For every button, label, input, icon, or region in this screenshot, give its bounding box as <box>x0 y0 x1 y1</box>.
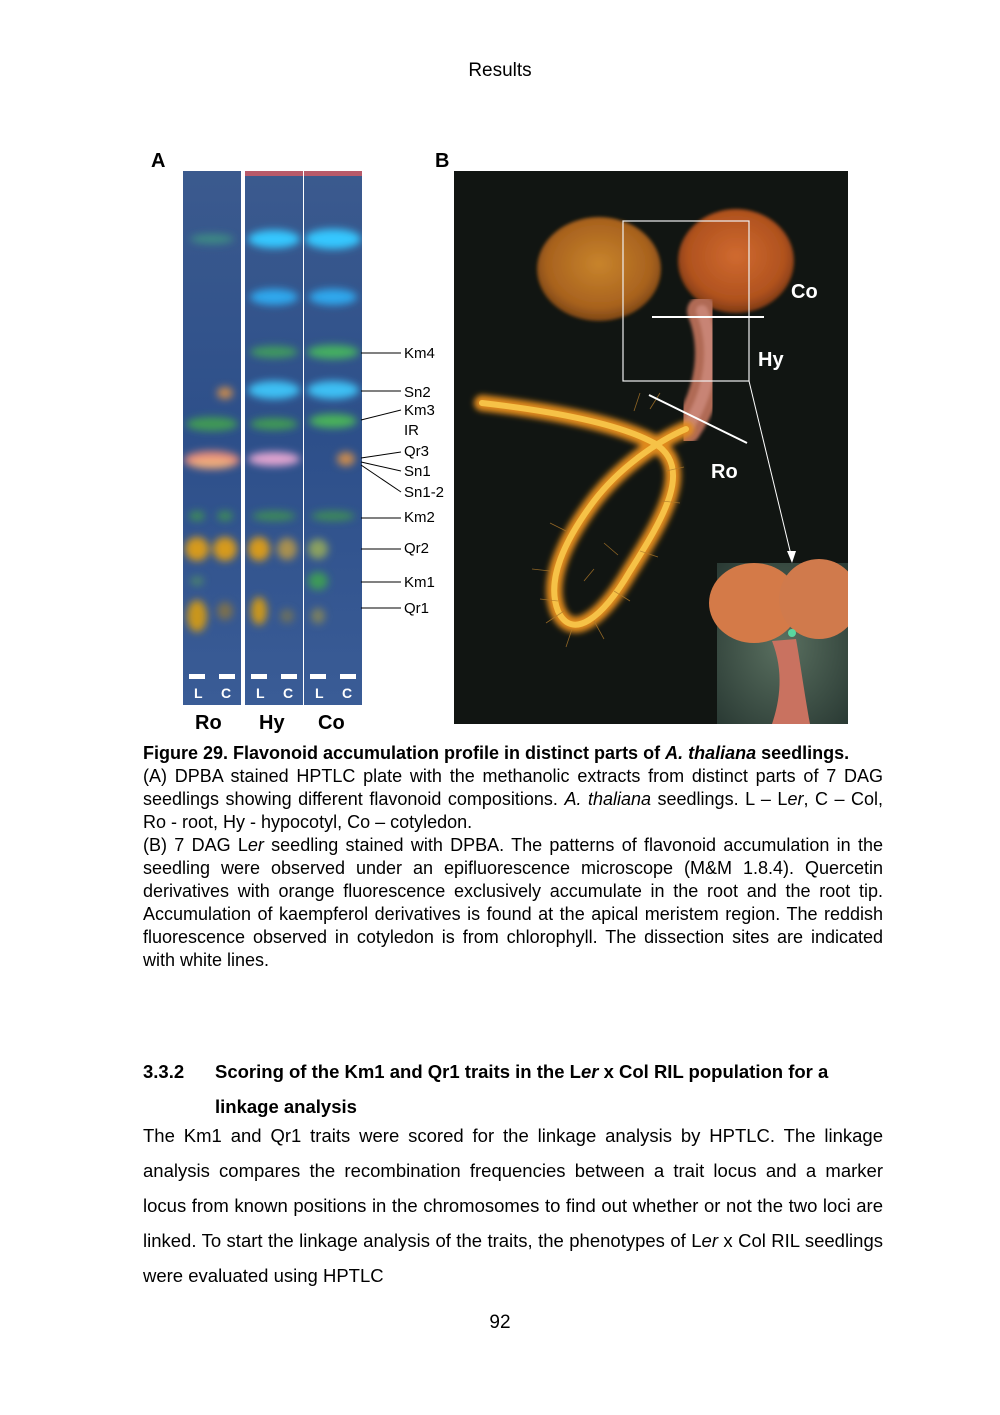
caption-a-text-1: (A) DPBA stained HPTLC plate with the methanolic extracts from distinct parts of 7 DAG seedlings showing different flavonoid compositions. <box>143 766 883 809</box>
page-header: Results <box>468 60 532 81</box>
seedling-label-hy: Hy <box>758 349 784 371</box>
caption-title-species: A. thaliana <box>665 743 757 763</box>
section-title-er: er <box>580 1061 599 1082</box>
caption-a-species: A. thaliana <box>564 789 651 809</box>
caption-b-er: er <box>247 835 264 855</box>
seedling-label-ro: Ro <box>711 461 738 483</box>
compound-label-qr3: Qr3 <box>404 443 430 460</box>
caption-a-text-3: , C – Col, Ro - root, Hy - hypocotyl, Co – cotyledon. <box>143 789 883 832</box>
hptlc-strip-hy <box>245 171 303 705</box>
caption-title-end: seedlings. <box>761 743 850 763</box>
compound-label-sn2: Sn2 <box>404 384 431 401</box>
compound-label-km4: Km4 <box>404 345 435 362</box>
seedling-label-co: Co <box>791 281 818 303</box>
compound-label-km2: Km2 <box>404 509 435 526</box>
section-title <box>215 1054 883 1124</box>
compound-label-sn1: Sn1 <box>404 463 431 480</box>
hptlc-strip-ro-image <box>183 171 241 705</box>
lane-label-hy: Hy <box>259 712 285 734</box>
caption-part-a <box>143 765 883 834</box>
compound-label-ir: IR <box>404 422 419 439</box>
panel-b-label: B <box>435 150 450 172</box>
lane-l-label: L <box>194 685 203 701</box>
caption-title-text: Figure 29. Flavonoid accumulation profile in distinct parts of <box>143 743 661 763</box>
hptlc-strip-hy-image <box>245 171 303 705</box>
lane-l-label: L <box>315 685 324 701</box>
hptlc-strip-co <box>304 171 362 705</box>
section-heading <box>143 1054 883 1124</box>
seedling-micrograph <box>454 171 848 724</box>
section-title-text-2: x Col RIL population for a linkage analysis <box>215 1061 829 1117</box>
caption-part-b <box>143 834 883 972</box>
lane-c-label: C <box>283 685 294 701</box>
seedling-image <box>454 171 848 724</box>
compound-label-km3: Km3 <box>404 402 435 419</box>
section-number: 3.3.2 <box>143 1061 185 1082</box>
lane-label-ro: Ro <box>195 712 222 734</box>
page-number: 92 <box>489 1312 511 1333</box>
hptlc-strip-co-image <box>304 171 362 705</box>
hptlc-strip-ro <box>183 171 241 705</box>
section-title-text-1: Scoring of the Km1 and Qr1 traits in the L <box>215 1061 581 1082</box>
body-text-2: x Col RIL seedlings were evaluated using HPTLC <box>143 1230 883 1286</box>
lane-c-label: C <box>221 685 232 701</box>
compound-label-qr2: Qr2 <box>404 540 430 557</box>
caption-b-text-2: seedling stained with DPBA. The patterns of flavonoid accumulation in the seedling were observed under an epifluorescence microscope (M&M 1.8.4). Quercetin derivatives with orange fluorescence exclusively accumulate in the root and the root tip. Accumulation of kaempferol derivatives is found at the apical meristem region. The reddish fluorescence observed in cotyledon is from chlorophyll. The dissection sites are indicated with white lines. <box>143 835 883 970</box>
caption-a-text-2: seedlings. L – L <box>657 789 788 809</box>
compound-label-sn1-2: Sn1-2 <box>404 484 445 501</box>
lane-label-co: Co <box>318 712 345 734</box>
body-paragraph <box>143 1118 883 1293</box>
caption-a-er: er <box>787 789 804 809</box>
body-text-er: er <box>701 1230 718 1251</box>
figure-caption <box>143 742 883 972</box>
compound-label-qr1: Qr1 <box>404 600 430 617</box>
compound-label-km1: Km1 <box>404 574 435 591</box>
compound-leader-lines <box>355 340 405 620</box>
caption-title <box>143 742 883 765</box>
lane-c-label: C <box>342 685 353 701</box>
caption-b-text-1: (B) 7 DAG L <box>143 835 248 855</box>
body-text-1: The Km1 and Qr1 traits were scored for the linkage analysis by HPTLC. The linkage analysis compares the recombination frequencies between a trait locus and a marker locus from known positions in the chromosomes to find out whether or not the two loci are linked. To start the linkage analysis of the traits, the phenotypes of L <box>143 1125 883 1251</box>
panel-a-label: A <box>151 150 166 172</box>
lane-l-label: L <box>256 685 265 701</box>
